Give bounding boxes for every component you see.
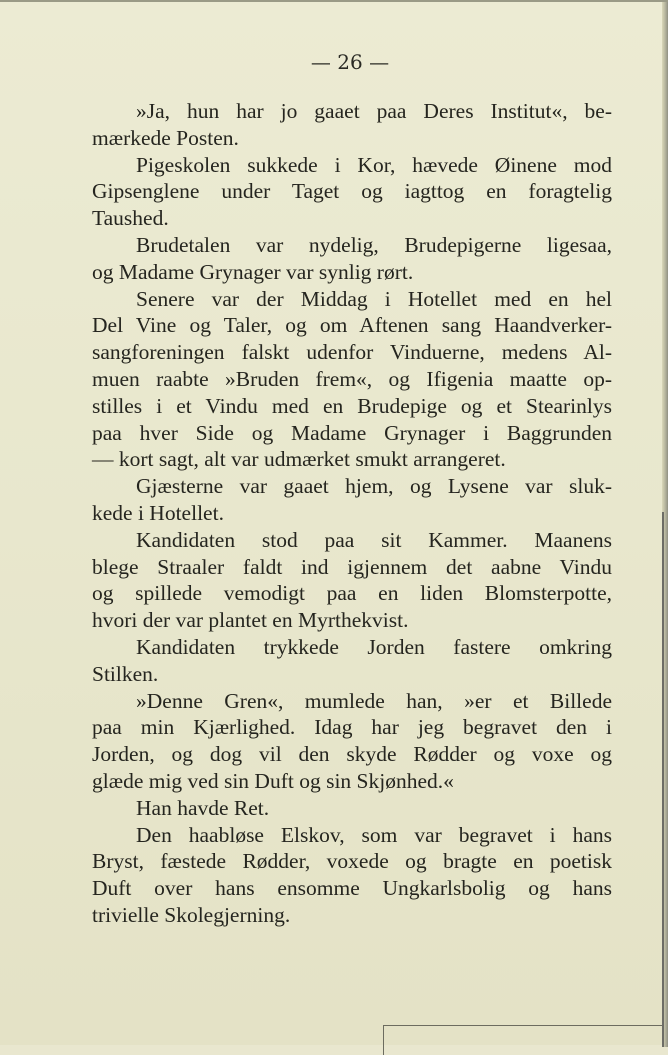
- text-line: stilles i et Vindu med en Brudepige og et Stearinlys: [92, 393, 612, 418]
- text-line: og Madame Grynager var synlig rørt.: [92, 259, 414, 284]
- text-line: muen raabte »Bruden frem«, og Ifigenia maatte op-: [92, 366, 612, 391]
- text-line: Bryst, fæstede Rødder, voxede og bragte en poetisk: [92, 849, 612, 874]
- text-line: Kandidaten trykkede Jorden fastere omkring: [136, 634, 612, 659]
- text-line: »Denne Gren«, mumlede han, »er et Billede: [136, 688, 612, 713]
- text-line: Gipsenglene under Taget og iagttog en foragtelig: [92, 179, 612, 204]
- text-line: Del Vine og Taler, og om Aftenen sang Haandverker-: [92, 313, 612, 338]
- text-line: Taushed.: [92, 206, 169, 231]
- text-line: kede i Hotellet.: [92, 500, 224, 525]
- text-line: mærkede Posten.: [92, 125, 239, 150]
- text-line: Han havde Ret.: [136, 795, 270, 820]
- text-line: Duft over hans ensomme Ungkarlsbolig og hans: [92, 876, 612, 901]
- text-line: — kort sagt, alt var udmærket smukt arrangeret.: [92, 447, 506, 472]
- page-edge-line: [662, 512, 664, 1047]
- text-line: paa hver Side og Madame Grynager i Baggrunden: [92, 420, 612, 445]
- text-line: Brudetalen var nydelig, Brudepigerne ligesaa,: [136, 232, 612, 257]
- body-text: [92, 98, 612, 929]
- text-line: glæde mig ved sin Duft og sin Skjønhed.«: [92, 768, 454, 793]
- page-number: — 26 —: [310, 50, 390, 74]
- text-line: Pigeskolen sukkede i Kor, hævede Øinene mod: [136, 152, 612, 177]
- text-line: Den haabløse Elskov, som var begravet i hans: [136, 822, 612, 847]
- text-line: sangforeningen falskt udenfor Vinduerne, medens Al-: [92, 340, 612, 365]
- text-line: Gjæsterne var gaaet hjem, og Lysene var sluk-: [136, 474, 612, 499]
- text-line: hvori der var plantet en Myrthekvist.: [92, 608, 409, 633]
- scan-artifact-box: [383, 1025, 663, 1055]
- text-line: Senere var der Middag i Hotellet med en hel: [136, 286, 612, 311]
- text-line: Kandidaten stod paa sit Kammer. Maanens: [136, 527, 612, 552]
- text-line: Stilken.: [92, 661, 159, 686]
- text-line: blege Straaler faldt ind igjennem det aabne Vindu: [92, 554, 612, 579]
- text-line: trivielle Skolegjerning.: [92, 902, 291, 927]
- text-line: og spillede vemodigt paa en liden Blomsterpotte,: [92, 581, 612, 606]
- text-line: Jorden, og dog vil den skyde Rødder og voxe og: [92, 742, 612, 767]
- text-line: »Ja, hun har jo gaaet paa Deres Institut«, be-: [136, 99, 612, 123]
- text-line: paa min Kjærlighed. Idag har jeg begravet den i: [92, 715, 612, 740]
